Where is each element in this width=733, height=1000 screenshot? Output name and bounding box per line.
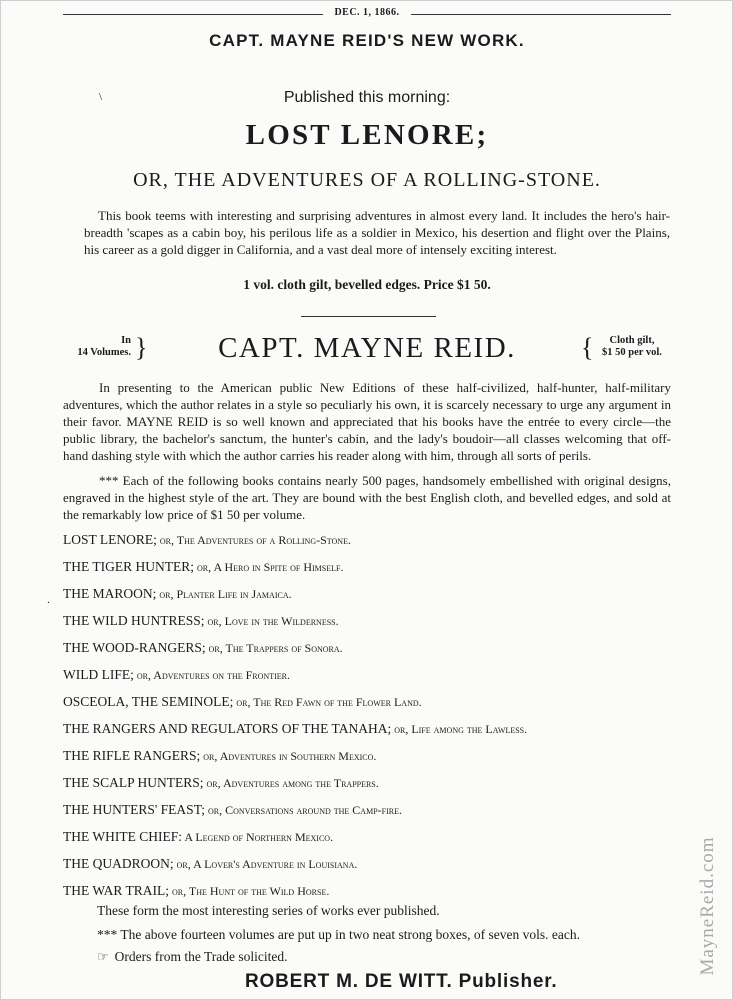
title-main: THE WHITE CHIEF: [63,829,182,844]
list-item [63,607,671,634]
title-main: THE WILD HUNTRESS; [63,613,205,628]
title-main: THE QUADROON; [63,856,174,871]
title-alt: A Legend of Northern Mexico. [181,830,334,844]
pointing-hand-icon: ☞ [97,949,109,964]
series-summary: These form the most interesting series of works ever published. [97,903,440,918]
price-line: 1 vol. cloth gilt, bevelled edges. Price $1 50. [243,277,491,292]
list-item [63,580,671,607]
headline: CAPT. MAYNE REID'S NEW WORK. [209,31,525,50]
series-introduction: In presenting to the American public New Editions of these half-civilized, half-hunter, half-military adventures, which the author relates in a style so peculiarly his own, it is scarcely necessary to urge any argument in their favor. MAYNE REID is so well known and appreciated that his books have the entrée to every circle—the public library, the bachelor's sanctum, the hunter's cabin, and the lady's boudoir—all classes welcoming that off-hand dashing style with which the author carries his reader along with him, through all sorts of perils. [63,380,671,463]
trade-orders [97,949,288,965]
left-brace-icon: { [581,333,594,362]
title-alt: or, Adventures among the Trappers. [203,776,379,790]
title-main: THE RANGERS AND REGULATORS OF THE TANAHA; [63,721,392,736]
list-item [63,526,671,553]
title-main: THE TIGER HUNTER; [63,559,194,574]
book-description: This book teems with interesting and surprising adventures in almost every land. It includes the hero's hair-breadth 'scapes as a cabin boy, his perilous life as a soldier in Mexico, his desertion and flight over the Plains, his career as a gold digger in California, and a vast deal more of intensely exciting interest. [84,208,670,257]
title-main: LOST LENORE; [63,532,157,547]
title-alt: or, A Hero in Spite of Himself. [194,560,344,574]
trade-orders-text: Orders from the Trade solicited. [114,949,288,964]
watermark [693,821,723,991]
title-main: THE SCALP HUNTERS; [63,775,204,790]
publisher-name: ROBERT M. DE WITT. Publisher. [245,971,558,992]
watermark-text: MayneReid.com [697,836,718,976]
box-set-note: *** The above fourteen volumes are put up in two neat strong boxes, of seven vols. each. [97,927,581,942]
list-item [63,850,671,877]
title-main: WILD LIFE; [63,667,134,682]
book-subtitle: OR, THE ADVENTURES OF A ROLLING-STONE. [133,169,601,191]
series-details: *** Each of the following books contains nearly 500 pages, handsomely embellished with original designs, engraved in the highest style of the art. They are bound with the best English cloth, and bevelled edges, and sold at the remarkably low price of $1 50 per volume. [63,473,671,522]
list-item [63,823,671,850]
list-item [63,553,671,580]
title-alt: or, The Adventures of a Rolling-Stone. [156,533,351,547]
title-main: THE RIFLE RANGERS; [63,748,201,763]
title-alt: or, Conversations around the Camp-fire. [204,803,402,817]
list-item [63,661,671,688]
title-alt: or, Planter Life in Jamaica. [156,587,292,601]
binding-price [593,335,671,359]
title-alt: or, Adventures in Southern Mexico. [200,749,377,763]
dateline-rule-right [411,14,671,15]
book-title: LOST LENORE; [245,119,489,151]
title-main: OSCEOLA, THE SEMINOLE; [63,694,234,709]
title-main: THE WAR TRAIL; [63,883,169,898]
list-item [63,877,671,904]
title-alt: or, Love in the Wilderness. [204,614,339,628]
stray-mark: \ [99,91,103,103]
section-divider [301,316,436,317]
list-item [63,688,671,715]
list-item [63,742,671,769]
title-alt: or, A Lover's Adventure in Louisiana. [173,857,358,871]
title-alt: or, The Trappers of Sonora. [205,641,343,655]
title-main: THE WOOD-RANGERS; [63,640,206,655]
binding-price-line-2: $1 50 per vol. [602,347,662,358]
title-alt: or, Adventures on the Frontier. [133,668,290,682]
title-alt: or, Life among the Lawless. [391,722,528,736]
title-main: THE HUNTERS' FEAST; [63,802,205,817]
dateline [63,7,671,21]
title-list [63,526,671,904]
author-name: CAPT. MAYNE REID. [218,332,516,364]
list-item [63,634,671,661]
title-alt: or, The Red Fawn of the Flower Land. [233,695,422,709]
stray-dot: . [47,592,50,606]
published-notice: Published this morning: [283,89,451,106]
list-item [63,715,671,742]
volume-count-line-1: In [121,335,131,346]
title-main: THE MAROON; [63,586,157,601]
author-banner [63,331,671,371]
binding-price-line-1: Cloth gilt, [609,335,655,346]
dateline-date: DEC. 1, 1866. [334,7,400,18]
volume-count-line-2: 14 Volumes. [77,347,131,358]
list-item [63,769,671,796]
right-brace-icon: } [135,333,148,362]
title-alt: or, The Hunt of the Wild Horse. [169,884,330,898]
list-item [63,796,671,823]
